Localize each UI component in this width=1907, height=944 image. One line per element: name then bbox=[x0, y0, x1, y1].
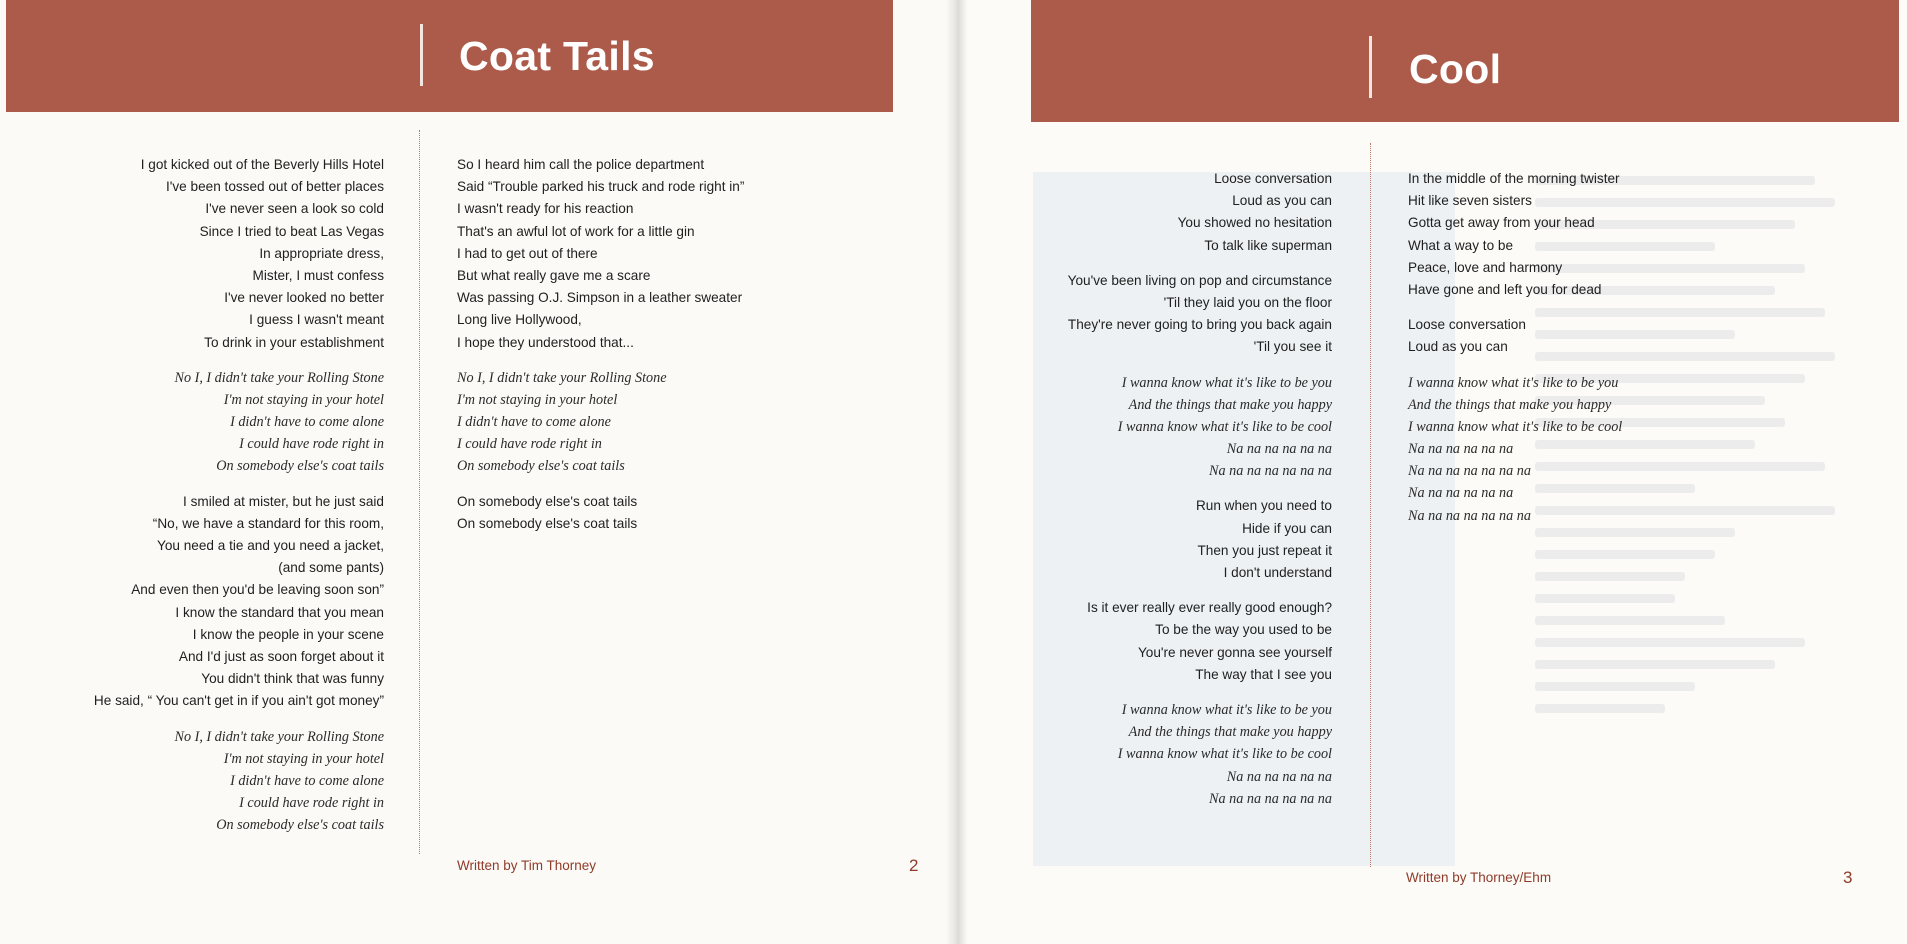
page-number-left: 2 bbox=[909, 856, 919, 875]
stanza bbox=[1068, 597, 1332, 686]
lyric-line: I guess I wasn't meant bbox=[249, 312, 384, 328]
chorus-line: And the things that make you happy bbox=[1408, 396, 1612, 413]
stanza bbox=[94, 367, 384, 478]
stanza bbox=[1408, 168, 1622, 301]
lyric-line: They're never going to bring you back again bbox=[1067, 317, 1332, 333]
lyric-line: I know the standard that you mean bbox=[175, 604, 384, 620]
lyric-line: I don't understand bbox=[1223, 565, 1332, 580]
chorus-line: Na na na na na na na bbox=[1408, 507, 1531, 524]
chorus-line: Na na na na na na bbox=[1226, 441, 1332, 458]
title-divider-left bbox=[420, 24, 423, 86]
lyrics-column-right-1 bbox=[1068, 168, 1332, 823]
stanza bbox=[1408, 314, 1622, 358]
lyric-line: To drink in your establishment bbox=[204, 334, 384, 350]
stanza bbox=[1408, 372, 1622, 527]
chorus-line: I didn't have to come alone bbox=[230, 772, 384, 789]
lyric-line: Long live Hollywood, bbox=[457, 312, 582, 328]
chorus-line: Na na na na na na bbox=[1226, 768, 1332, 785]
stanza bbox=[1068, 699, 1332, 810]
lyric-line: I've been tossed out of better places bbox=[166, 179, 384, 195]
chorus-line: And the things that make you happy bbox=[1128, 396, 1332, 413]
lyric-line: To be the way you used to be bbox=[1155, 622, 1332, 638]
stanza bbox=[94, 491, 384, 713]
chorus-line: I wanna know what it's like to be cool bbox=[1117, 746, 1332, 763]
stanza bbox=[1068, 495, 1332, 584]
lyric-line: “No, we have a standard for this room, bbox=[152, 515, 384, 531]
chorus-line: I could have rode right in bbox=[239, 436, 384, 453]
chorus-line: I wanna know what it's like to be cool bbox=[1408, 418, 1623, 435]
lyric-line: That's an awful lot of work for a little gin bbox=[457, 223, 695, 239]
lyric-line: Is it ever really ever really good enough? bbox=[1087, 600, 1332, 616]
chorus-line: I didn't have to come alone bbox=[457, 414, 611, 431]
column-rule-right bbox=[1370, 143, 1371, 867]
lyric-line: Said “Trouble parked his truck and rode right in” bbox=[457, 179, 745, 195]
chorus-line: I'm not staying in your hotel bbox=[223, 391, 384, 408]
lyric-line: Was passing O.J. Simpson in a leather sweater bbox=[457, 290, 743, 306]
lyric-line: I smiled at mister, but he just said bbox=[183, 493, 384, 509]
lyric-line: You showed no hesitation bbox=[1177, 215, 1332, 231]
lyric-line: The way that I see you bbox=[1195, 666, 1332, 682]
lyric-line: On somebody else's coat tails bbox=[457, 493, 638, 509]
lyric-line: 'Til they laid you on the floor bbox=[1163, 294, 1332, 310]
chorus-line: I wanna know what it's like to be you bbox=[1121, 701, 1332, 718]
songwriter-credit-right: Written by Thorney/Ehm bbox=[1406, 870, 1552, 885]
column-rule-left bbox=[419, 130, 420, 854]
stanza bbox=[1068, 270, 1332, 359]
lyric-line: Hit like seven sisters bbox=[1408, 193, 1532, 209]
lyric-line: Mister, I must confess bbox=[252, 267, 384, 283]
song-title-left: Coat Tails bbox=[459, 33, 655, 79]
chorus-line: Na na na na na na na bbox=[1209, 790, 1332, 807]
lyric-line: You need a tie and you need a jacket, bbox=[157, 538, 384, 553]
chorus-line: I wanna know what it's like to be you bbox=[1408, 374, 1619, 391]
lyric-line: Loose conversation bbox=[1214, 171, 1332, 186]
lyrics-column-right-2 bbox=[1408, 168, 1622, 540]
book-spine bbox=[946, 0, 968, 944]
lyric-line: I hope they understood that... bbox=[457, 334, 634, 350]
lyric-line: Loose conversation bbox=[1408, 317, 1526, 333]
lyric-line: Since I tried to beat Las Vegas bbox=[199, 223, 384, 239]
lyric-line: To talk like superman bbox=[1204, 237, 1332, 253]
lyric-line: I wasn't ready for his reaction bbox=[457, 201, 634, 217]
lyric-line: I've never seen a look so cold bbox=[205, 201, 384, 217]
chorus-line: I didn't have to come alone bbox=[230, 414, 384, 431]
stanza bbox=[457, 154, 744, 354]
stanza bbox=[1068, 372, 1332, 483]
lyric-line: What a way to be bbox=[1408, 237, 1514, 253]
title-divider-right bbox=[1369, 36, 1372, 98]
lyric-line: So I heard him call the police department bbox=[457, 157, 705, 172]
chorus-line: I'm not staying in your hotel bbox=[457, 391, 618, 408]
stanza bbox=[457, 367, 744, 478]
lyric-line: In the middle of the morning twister bbox=[1408, 171, 1620, 186]
chorus-line: I wanna know what it's like to be cool bbox=[1117, 418, 1332, 435]
lyric-line: But what really gave me a scare bbox=[457, 267, 651, 283]
lyric-line: You've been living on pop and circumstance bbox=[1067, 272, 1332, 288]
lyric-line: Have gone and left you for dead bbox=[1408, 281, 1602, 297]
title-band-left bbox=[6, 0, 893, 112]
lyric-line: Peace, love and harmony bbox=[1408, 259, 1563, 275]
chorus-line: Na na na na na na na bbox=[1209, 463, 1332, 480]
lyric-line: Then you just repeat it bbox=[1197, 542, 1332, 558]
lyrics-column-left-1 bbox=[94, 154, 384, 849]
lyrics-column-left-2 bbox=[457, 154, 744, 548]
lyric-line: 'Til you see it bbox=[1253, 339, 1332, 355]
lyric-line: Loud as you can bbox=[1232, 193, 1332, 209]
lyric-line: Run when you need to bbox=[1195, 498, 1332, 514]
page-number-right: 3 bbox=[1843, 868, 1853, 887]
chorus-line: I could have rode right in bbox=[457, 436, 602, 453]
lyric-line: I've never looked no better bbox=[224, 290, 384, 306]
lyric-line: I got kicked out of the Beverly Hills Hotel bbox=[140, 157, 384, 172]
lyric-line: Gotta get away from your head bbox=[1408, 215, 1595, 231]
chorus-line: Na na na na na na na bbox=[1408, 463, 1531, 480]
stanza bbox=[457, 491, 744, 535]
lyric-line: Hide if you can bbox=[1242, 520, 1332, 536]
chorus-line: I wanna know what it's like to be you bbox=[1121, 374, 1332, 391]
chorus-line: Na na na na na na bbox=[1408, 441, 1514, 458]
lyric-line: On somebody else's coat tails bbox=[457, 515, 638, 531]
lyric-line: I know the people in your scene bbox=[192, 626, 384, 642]
chorus-line: On somebody else's coat tails bbox=[216, 458, 384, 475]
lyric-line: I had to get out of there bbox=[457, 245, 598, 261]
songwriter-credit-left: Written by Tim Thorney bbox=[457, 858, 597, 873]
lyric-line: And even then you'd be leaving soon son” bbox=[131, 582, 384, 598]
chorus-line: On somebody else's coat tails bbox=[457, 458, 625, 475]
chorus-line: On somebody else's coat tails bbox=[216, 817, 384, 834]
chorus-line: No I, I didn't take your Rolling Stone bbox=[457, 369, 667, 386]
lyric-line: And I'd just as soon forget about it bbox=[178, 648, 384, 664]
lyric-line: He said, “ You can't get in if you ain't got money” bbox=[93, 693, 384, 709]
lyric-line: In appropriate dress, bbox=[259, 245, 384, 261]
lyric-line: (and some pants) bbox=[278, 560, 384, 576]
chorus-line: No I, I didn't take your Rolling Stone bbox=[174, 728, 384, 745]
lyric-line: You didn't think that was funny bbox=[201, 671, 384, 687]
chorus-line: No I, I didn't take your Rolling Stone bbox=[174, 369, 384, 386]
chorus-line: Na na na na na na bbox=[1408, 485, 1514, 502]
chorus-line: I'm not staying in your hotel bbox=[223, 750, 384, 767]
stanza bbox=[1068, 168, 1332, 257]
lyric-line: Loud as you can bbox=[1408, 339, 1508, 355]
lyric-line: You're never gonna see yourself bbox=[1137, 644, 1332, 660]
chorus-line: And the things that make you happy bbox=[1128, 724, 1332, 741]
stanza bbox=[94, 726, 384, 837]
chorus-line: I could have rode right in bbox=[239, 795, 384, 812]
stanza bbox=[94, 154, 384, 354]
song-title-right: Cool bbox=[1409, 46, 1502, 92]
